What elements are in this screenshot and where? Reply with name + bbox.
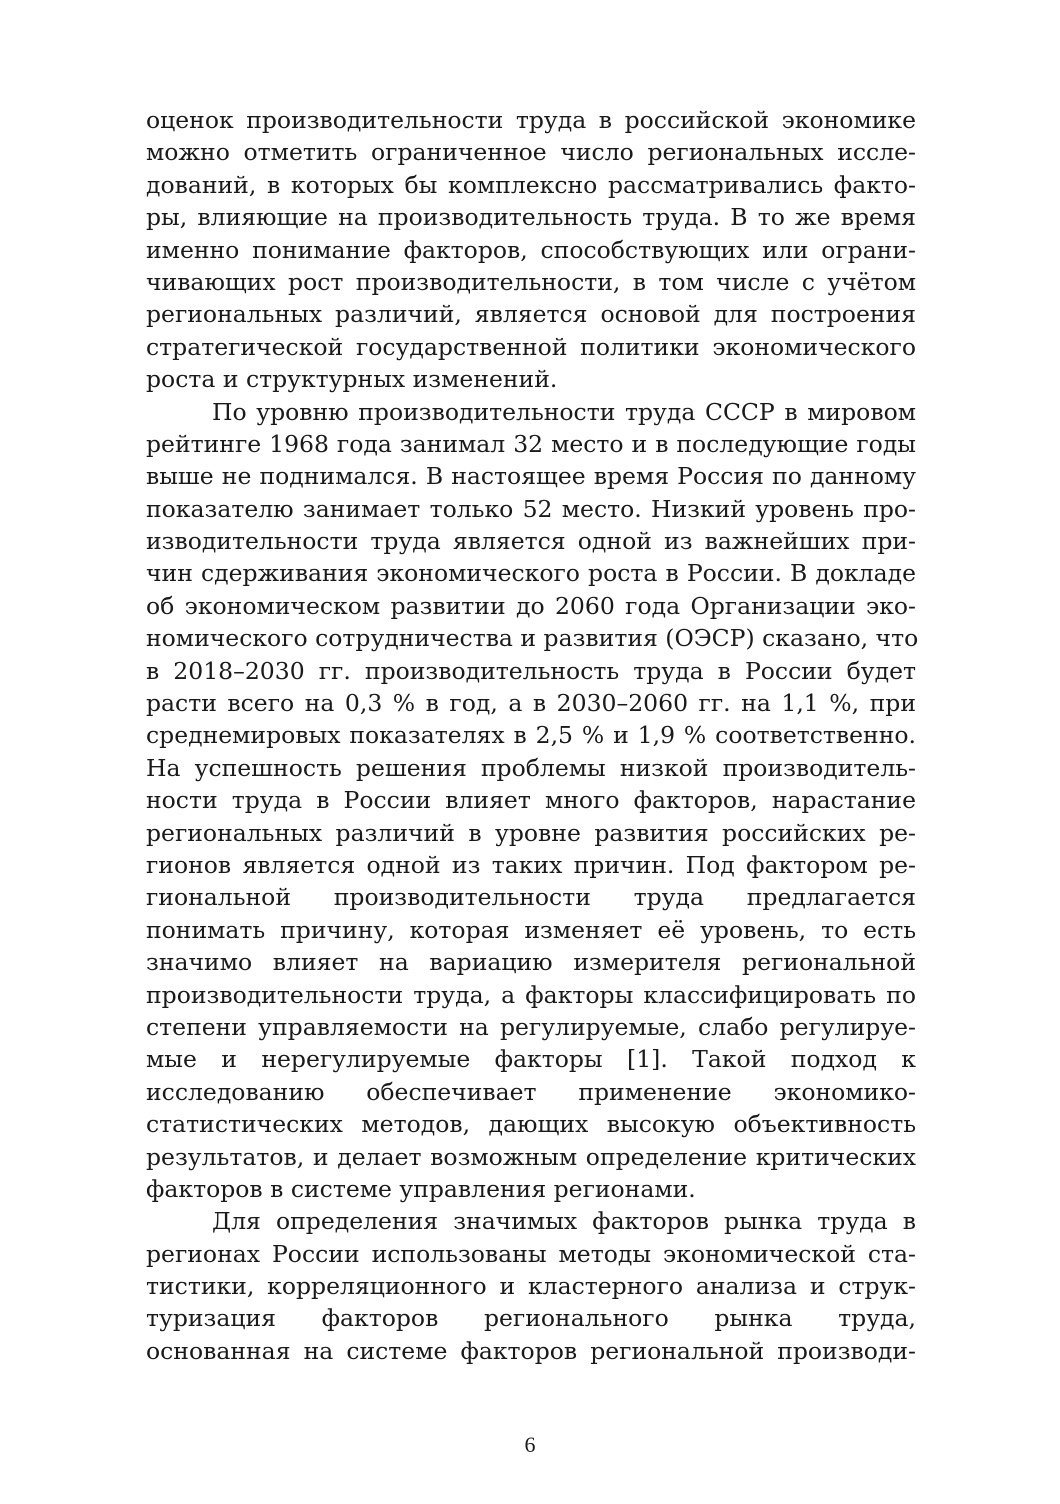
text-line: ности труда в России влияет много факторов, нарастание [146,786,916,815]
text-line: оценок производительности труда в российской экономике [146,106,916,134]
text-line: По уровню производительности труда СССР в мировом [212,397,916,426]
text-line: исследованию обеспечивает применение экономико- [146,1077,916,1106]
text-line: ры, влияющие на производительность труда. В то же время [146,203,916,232]
text-line: гионов является одной из таких причин. Под фактором ре- [146,850,916,879]
text-line: региональных различий в уровне развития российских ре- [146,818,916,847]
text-line: об экономическом развитии до 2060 года Организации эко- [146,591,916,620]
text-line: роста и структурных изменений. [146,365,558,394]
text-line: регионах России использованы методы экономической ста- [146,1239,916,1268]
text-line: изводительности труда является одной из важнейших при- [146,527,916,556]
text-line: туризация факторов регионального рынка труда, [146,1304,916,1333]
text-line: дований, в которых бы комплексно рассматривались факто- [146,170,916,199]
text-line: номического сотрудничества и развития (ОЭСР) сказано, что [146,624,919,653]
text-line: в 2018–2030 гг. производительность труда в России будет [146,656,916,685]
page-number: 6 [524,1432,536,1457]
text-line: стратегической государственной политики экономического [146,332,916,361]
text-line: чивающих рост производительности, в том числе с учётом [146,267,916,296]
text-line: чин сдерживания экономического роста в России. В докладе [146,559,916,588]
text-line: основанная на системе факторов региональной производи- [146,1336,916,1365]
text-line: выше не поднимался. В настоящее время Россия по данному [146,462,916,491]
text-line: результатов, и делает возможным определение критических [146,1142,916,1171]
text-line: факторов в системе управления регионами. [146,1174,696,1203]
text-line: На успешность решения проблемы низкой производитель- [146,753,916,782]
text-line: рейтинге 1968 года занимал 32 место и в последующие годы [146,429,916,458]
text-line: статистических методов, дающих высокую объективность [146,1110,916,1139]
text-line: показателю занимает только 52 место. Низкий уровень про- [146,494,916,523]
text-line: мые и нерегулируемые факторы [1]. Такой подход к [146,1045,916,1074]
text-line: Для определения значимых факторов рынка труда в [212,1207,916,1236]
text-line: значимо влияет на вариацию измерителя региональной [146,948,916,977]
text-line: региональных различий, является основой для построения [146,300,916,329]
text-line: степени управляемости на регулируемые, слабо регулируе- [146,1012,916,1041]
text-line: понимать причину, которая изменяет её уровень, то есть [146,915,916,944]
text-line: расти всего на 0,3 % в год, а в 2030–2060 гг. на 1,1 %, при [146,689,916,718]
text-line: именно понимание факторов, способствующих или ограни- [146,235,916,264]
text-line: производительности труда, а факторы классифицировать по [146,980,916,1009]
text-line: среднемировых показателях в 2,5 % и 1,9 % соответственно. [146,721,916,750]
text-line: гиональной производительности труда предлагается [146,883,916,912]
text-line: можно отметить ограниченное число региональных иссле- [146,138,916,167]
body-text [146,104,919,1367]
text-line: тистики, корреляционного и кластерного анализа и струк- [146,1272,916,1301]
